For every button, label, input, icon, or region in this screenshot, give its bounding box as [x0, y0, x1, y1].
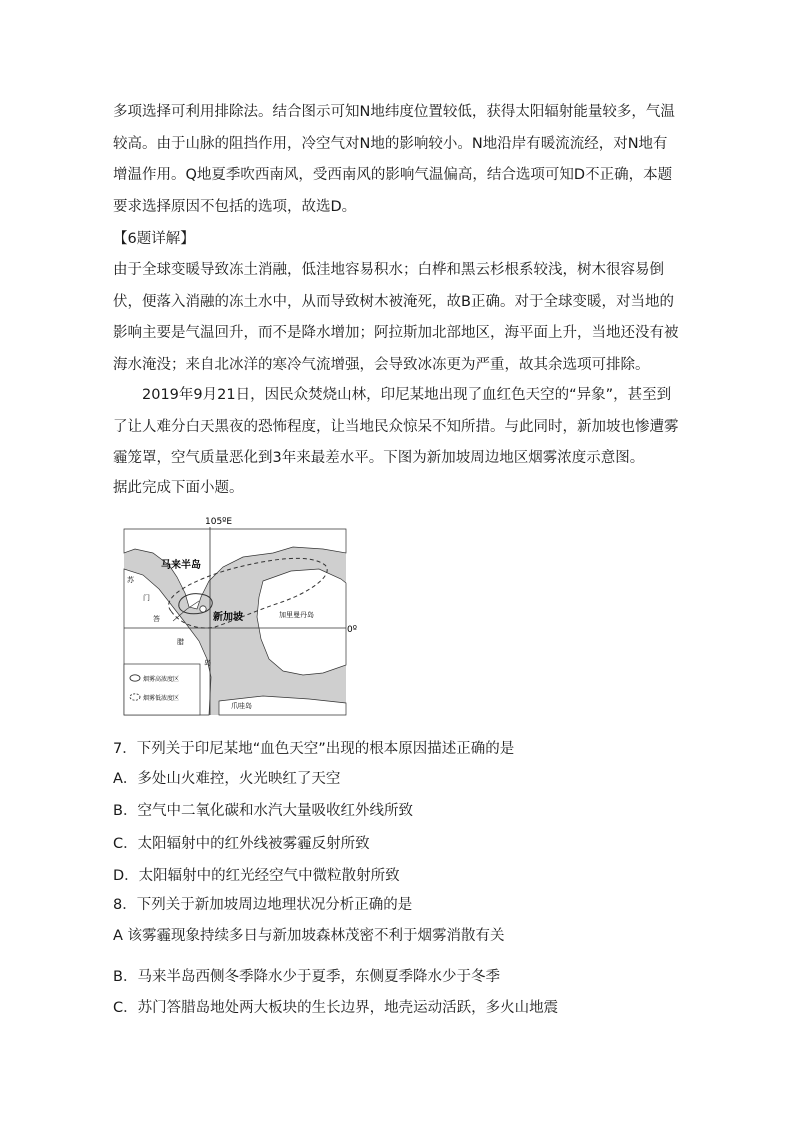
- java-label: 爪哇岛: [231, 702, 252, 710]
- question-8-stem: 8．下列关于新加坡周边地理状况分析正确的是: [113, 897, 413, 913]
- longitude-label: 105ºE: [205, 517, 233, 527]
- material-paragraph: 2019年9月21日，因民众焚烧山林，印尼某地出现了血红色天空的“异象”，甚至到了让人难分白天黑夜的恐怖程度，让当地民众惊呆不知所措。与此同时，新加坡也惨遭雾霾笼罩，空气质量恶化到3年来最差水平。下图为新加坡周边地区烟雾浓度示意图。: [113, 387, 679, 466]
- sumatra-label-char-2: 门: [143, 594, 150, 602]
- question-7-option-c: C．太阳辐射中的红外线被雾霾反射所致: [113, 836, 370, 852]
- sumatra-label-char-1: 苏: [127, 576, 134, 584]
- sumatra-label-char-5: 岛: [204, 659, 211, 667]
- smog-map-figure: [113, 513, 383, 719]
- singapore-dot: [200, 606, 206, 612]
- singapore-label: 新加坡: [213, 612, 243, 623]
- instruction-text: 据此完成下面小题。: [113, 480, 244, 496]
- kalimantan-label: 加里曼丹岛: [279, 611, 314, 619]
- question-8-option-a: A 该雾霾现象持续多日与新加坡森林茂密不利于烟雾消散有关: [113, 928, 505, 944]
- question-8-option-b: B．马来半岛西侧冬季降水少于夏季，东侧夏季降水少于冬季: [113, 969, 500, 985]
- legend-high-label: 烟雾高浓度区: [143, 676, 180, 683]
- legend-low-label: 烟雾低浓度区: [143, 695, 180, 702]
- answer-6-text: 由于全球变暖导致冻土消融，低洼地容易积水；白桦和黑云杉根系较浅，树木很容易倒伏，便落入消融的冻土水中，从而导致树木被淹死，故B正确。对于全球变暖，对当地的影响主要是气温回升，而不是降水增加；阿拉斯加北部地区，海平面上升，当地还没有被海水淹没；来自北冰洋的寒冷气流增强，会导致冰冻更为严重，故其余选项可排除。: [113, 262, 679, 373]
- latitude-label: 0º: [347, 625, 357, 635]
- question-7-option-a: A．多处山火难控，火光映红了天空: [113, 771, 341, 787]
- malay-peninsula-label: 马来半岛: [161, 560, 201, 571]
- sumatra-label-char-4: 腊: [177, 638, 184, 646]
- answer-5-continuation: 多项选择可利用排除法。结合图示可知N地纬度位置较低，获得太阳辐射能量较多，气温较高。由于山脉的阻挡作用，冷空气对N地的影响较小。N地沿岸有暖流流经，对N地有增温作用。Q地夏季吹西南风，受西南风的影响气温偏高，结合选项可知D不正确，本题要求选择原因不包括的选项，故选D。: [113, 104, 675, 215]
- question-7-stem: 7．下列关于印尼某地“血色天空”出现的根本原因描述正确的是: [113, 741, 515, 757]
- question-7-option-b: B．空气中二氧化碳和水汽大量吸收红外线所致: [113, 803, 413, 819]
- sumatra-label-char-3: 答: [153, 615, 160, 623]
- smog-map: [113, 513, 383, 719]
- map-legend: [124, 664, 200, 715]
- kalimantan-island: [257, 569, 346, 675]
- question-8-option-c: C．苏门答腊岛地处两大板块的生长边界，地壳运动活跃，多火山地震: [113, 1000, 559, 1016]
- question-7-option-d: D．太阳辐射中的红光经空气中微粒散射所致: [113, 868, 400, 884]
- question-6-heading: 【6题详解】: [113, 231, 195, 247]
